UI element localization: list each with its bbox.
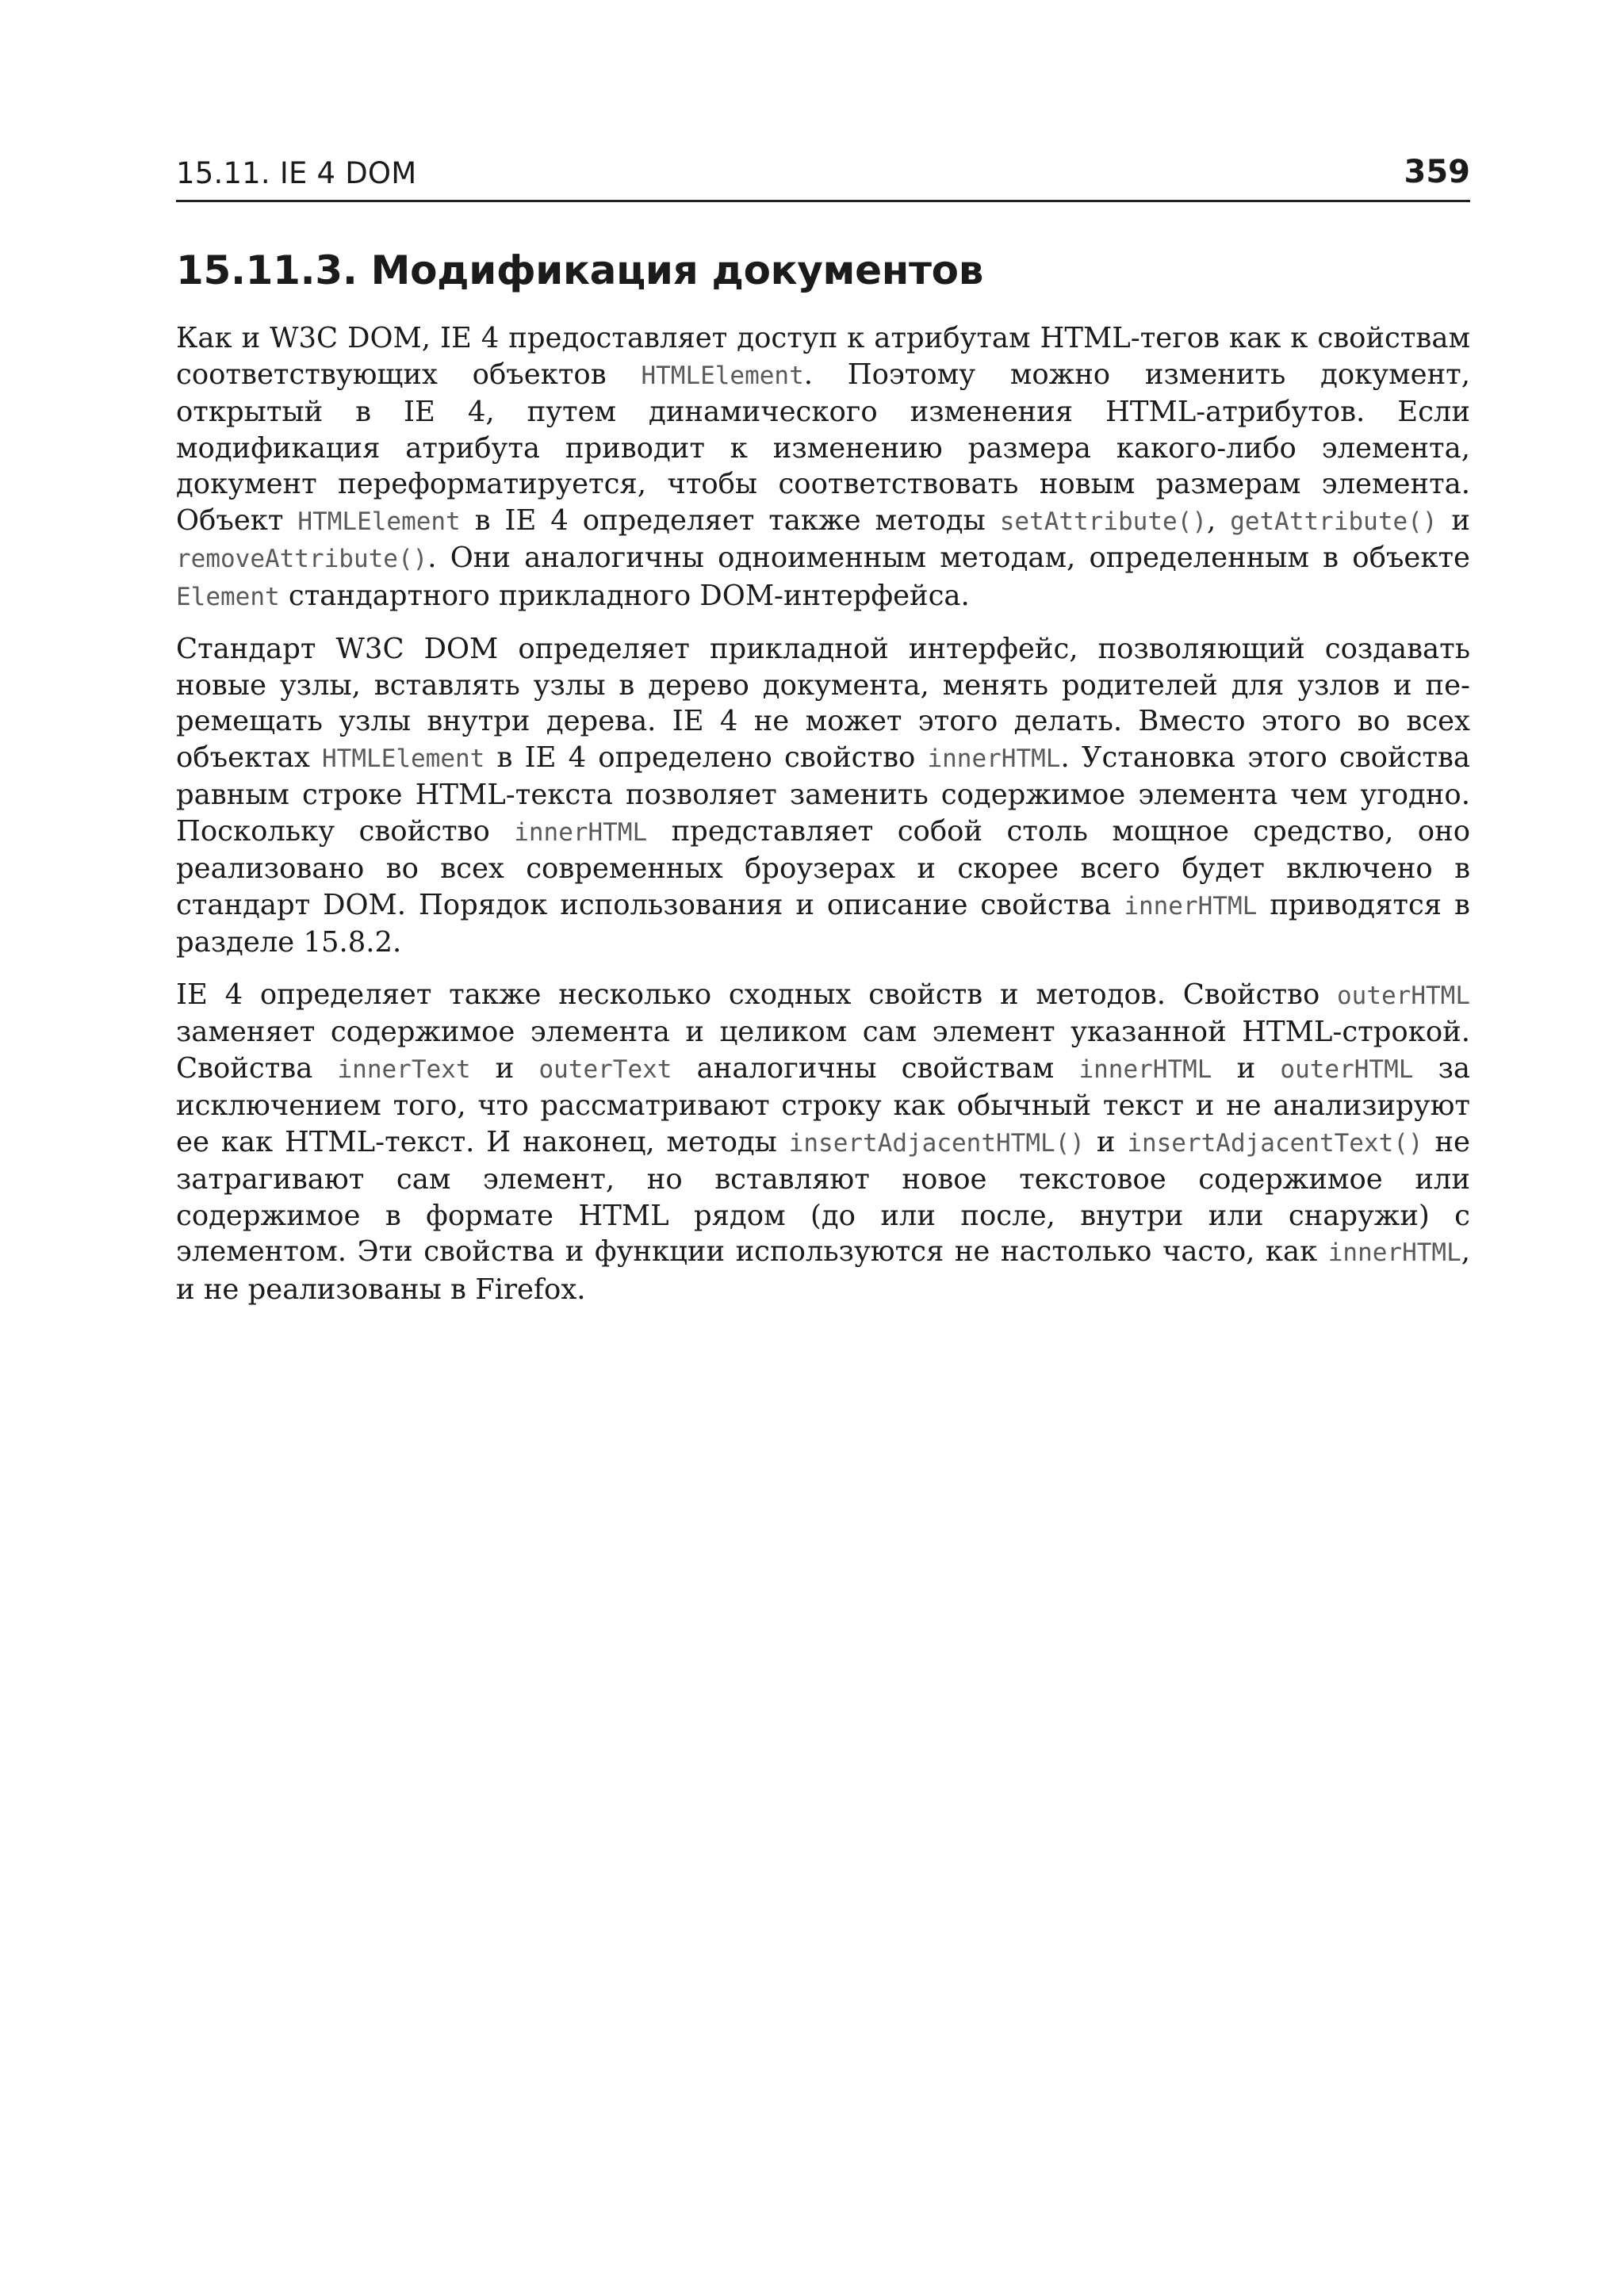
inline-code: HTMLElement <box>297 507 461 536</box>
text-run: и <box>470 1051 539 1085</box>
text-run: . Поэтому можно изменить документ, открытый в IE 4, путем динамического изменения HTML-атрибутов. Если модификация атрибута приводит к изменению размера какого-либо элемента, документ переформатируется, чтобы соответствовать новым размерам элемента. Объект <box>176 358 1470 537</box>
text-run: представляет собой столь мощное средство, оно реализовано во всех современных броузерах и скорее всего будет включено в стандарт DOM. Порядок использования и описание свойства <box>176 814 1471 921</box>
text-run: . Установка этого свойства равным строке HTML-текста позволяет заменить содержимое элемента чем угодно. Поскольку свойство <box>176 741 1470 848</box>
text-run: аналогичны свойствам <box>672 1051 1079 1085</box>
paragraph <box>176 977 1470 1308</box>
running-header <box>176 151 1470 202</box>
inline-code: innerHTML <box>1078 1055 1212 1084</box>
page-number: 359 <box>1404 154 1470 190</box>
text-run: . Они аналогичны одноименным методам, определенным в объекте <box>427 542 1470 574</box>
inline-code: outerHTML <box>1337 981 1470 1010</box>
inline-code: HTMLElement <box>641 361 804 390</box>
paragraph <box>176 631 1470 961</box>
inline-code: Element <box>176 582 280 611</box>
section-heading: 15.11.3. Модификация документов <box>176 247 984 293</box>
text-run: и <box>1437 503 1471 537</box>
inline-code: insertAdjacentText() <box>1127 1128 1423 1158</box>
inline-code: HTMLElement <box>322 744 485 773</box>
body-text <box>176 320 1470 1323</box>
text-run: , и не реализованы в Firefox. <box>176 1235 1470 1306</box>
inline-code: innerHTML <box>1124 891 1258 921</box>
inline-code: getAttribute() <box>1230 507 1438 536</box>
text-run: , <box>1207 503 1231 537</box>
inline-code: innerHTML <box>927 744 1061 773</box>
text-run: в IE 4 определено свойство <box>485 741 928 774</box>
text-run: Как и W3C DOM, IE 4 предоставляет доступ к атрибутам HTML-тегов как к свойствам соответствующих объектов <box>176 322 1470 391</box>
inline-code: innerHTML <box>514 817 648 847</box>
text-run: и <box>1212 1051 1281 1085</box>
inline-code: removeAttribute() <box>176 545 428 573</box>
inline-code: insertAdjacentHTML() <box>788 1128 1085 1158</box>
text-run: IE 4 определяет также несколько сходных свойств и методов. Свойство <box>176 978 1338 1011</box>
text-run: не затрагивают сам элемент, но вставляют новое текстовое содержимое или содержимое в формате HTML рядом (до или после, внутри или снаружи) с элементом. Эти свойства и функции используются не настолько часто, как <box>176 1125 1470 1268</box>
inline-code: setAttribute() <box>999 507 1207 536</box>
text-run: стандартного прикладного DOM-интерфейса. <box>279 579 970 612</box>
running-title: 15.11. IE 4 DOM <box>176 156 417 190</box>
inline-code: outerText <box>538 1055 672 1084</box>
inline-code: innerText <box>337 1055 471 1084</box>
inline-code: outerHTML <box>1280 1055 1414 1084</box>
inline-code: innerHTML <box>1327 1238 1461 1267</box>
paragraph <box>176 320 1470 615</box>
text-run: за исключением того, что рассматривают строку как обычный текст и не анализируют ее как HTML-текст. И наконец, методы <box>176 1051 1470 1158</box>
text-run: заменяет содержимое элемента и целиком сам элемент указанной HTML-строкой. Свойства <box>176 1016 1470 1085</box>
text-run: в IE 4 определяет также методы <box>460 503 1000 537</box>
text-run: приводятся в разделе 15.8.2. <box>176 888 1470 959</box>
text-run: и <box>1084 1125 1128 1158</box>
text-run: Стандарт W3C DOM определяет прикладной интерфейс, позволяющий создавать новые узлы, вставлять узлы в дерево документа, менять родителей для узлов и перемещать узлы внутри дерева. IE 4 не может этого делать. Вместо этого во всех объектах <box>176 633 1470 774</box>
